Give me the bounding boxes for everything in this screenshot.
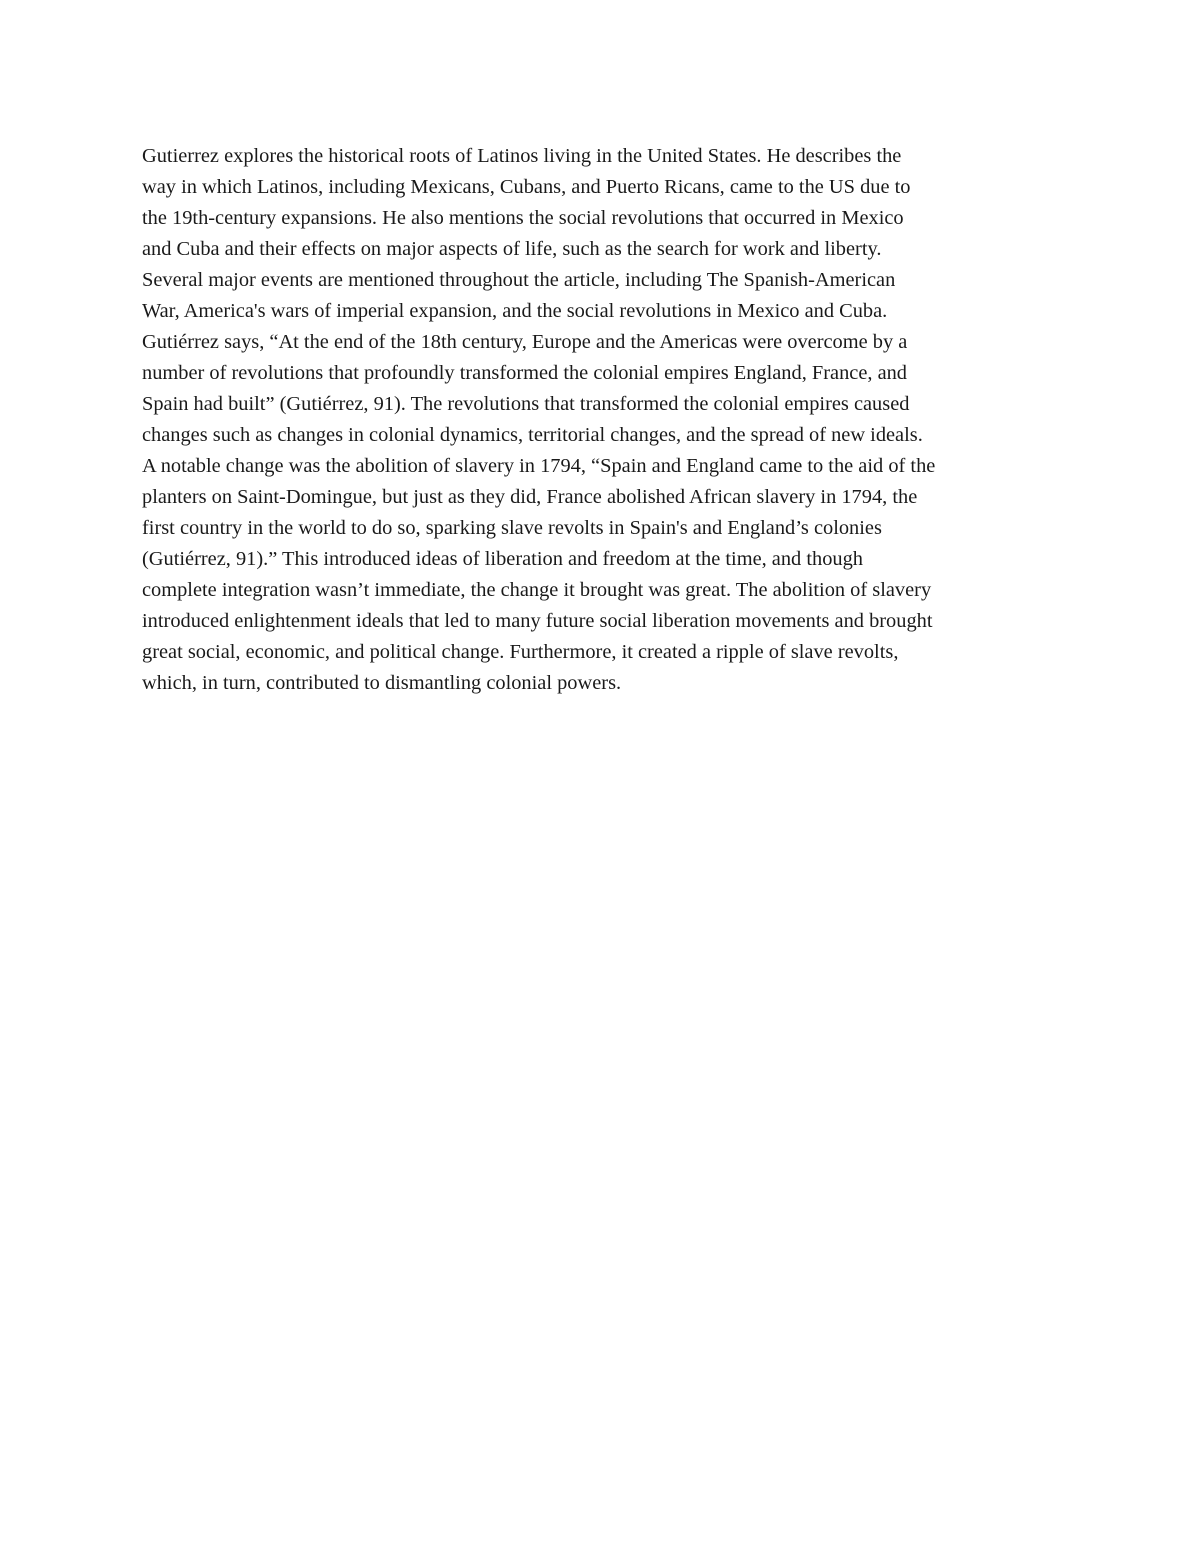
paragraph-line: the 19th-century expansions. He also mentions the social revolutions that occurred in Mexico bbox=[142, 207, 904, 229]
paragraph-line: (Gutiérrez, 91).” This introduced ideas of liberation and freedom at the time, and though bbox=[142, 548, 863, 570]
paragraph-line: Several major events are mentioned throughout the article, including The Spanish-American bbox=[142, 269, 896, 291]
paragraph-line: planters on Saint-Domingue, but just as they did, France abolished African slavery in 1794, the bbox=[142, 486, 918, 508]
paragraph-line: number of revolutions that profoundly transformed the colonial empires England, France, and bbox=[142, 362, 908, 384]
paragraph-line: which, in turn, contributed to dismantling colonial powers. bbox=[142, 672, 622, 694]
paragraph-line: Gutiérrez says, “At the end of the 18th century, Europe and the Americas were overcome by a bbox=[142, 331, 908, 353]
paragraph-line: first country in the world to do so, sparking slave revolts in Spain's and England’s colonies bbox=[142, 517, 882, 539]
paragraph-line: Gutierrez explores the historical roots of Latinos living in the United States. He describes the bbox=[142, 145, 902, 167]
paragraph-line: way in which Latinos, including Mexicans, Cubans, and Puerto Ricans, came to the US due to bbox=[142, 176, 911, 198]
paragraph-line: complete integration wasn’t immediate, the change it brought was great. The abolition of slavery bbox=[142, 579, 932, 601]
paragraph-line: Spain had built” (Gutiérrez, 91). The revolutions that transformed the colonial empires caused bbox=[142, 393, 910, 415]
paragraph-line: and Cuba and their effects on major aspects of life, such as the search for work and liberty. bbox=[142, 238, 882, 260]
paragraph-line: changes such as changes in colonial dynamics, territorial changes, and the spread of new ideals. bbox=[142, 424, 923, 446]
paragraph-line: War, America's wars of imperial expansion, and the social revolutions in Mexico and Cuba. bbox=[142, 300, 888, 322]
paragraph-line: introduced enlightenment ideals that led to many future social liberation movements and brought bbox=[142, 610, 933, 632]
body-paragraph bbox=[142, 141, 1082, 699]
paragraph-line: great social, economic, and political change. Furthermore, it created a ripple of slave revolts, bbox=[142, 641, 899, 663]
paragraph-line: A notable change was the abolition of slavery in 1794, “Spain and England came to the aid of the bbox=[142, 455, 936, 477]
